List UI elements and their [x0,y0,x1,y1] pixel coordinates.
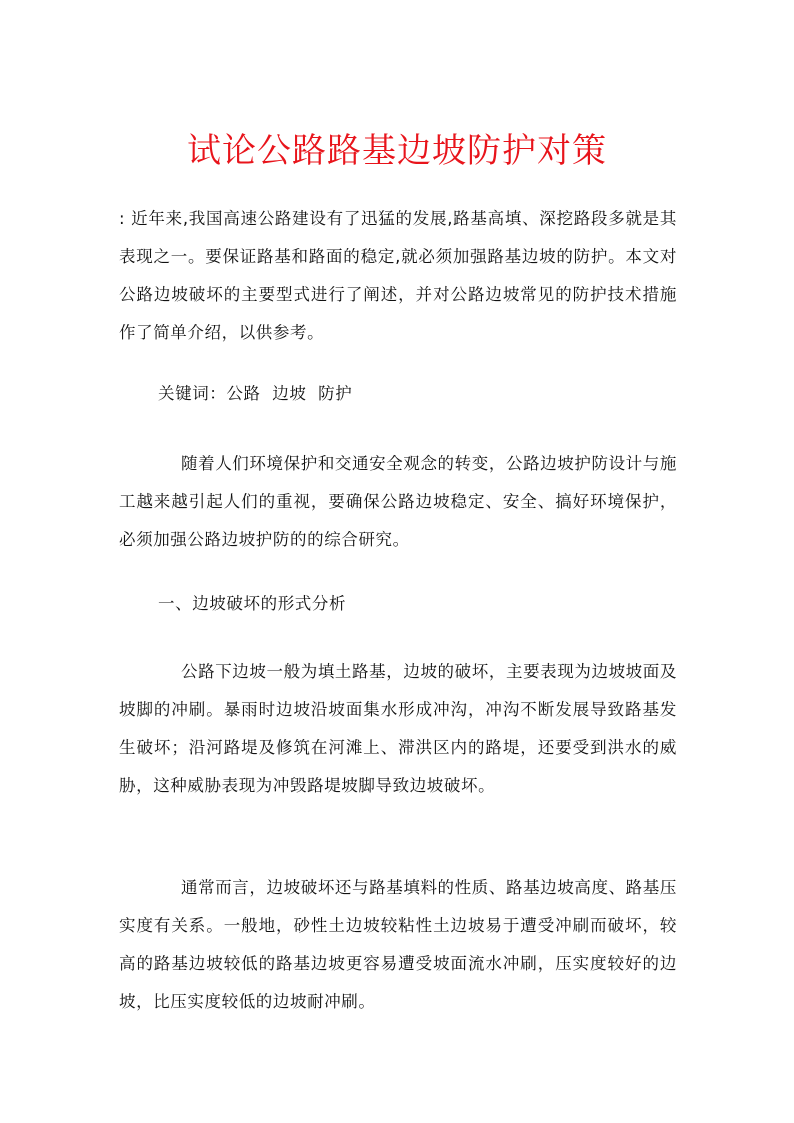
intro-paragraph: 随着人们环境保护和交通安全观念的转变，公路边坡护防设计与施工越来越引起人们的重视，要确保公路边坡稳定、安全、搞好环境保护，必须加强公路边坡护防的的综合研究。 [119,454,677,549]
section-heading: 一、边坡破坏的形式分析 [158,594,347,613]
abstract-paragraph: : 近年来,我国高速公路建设有了迅猛的发展,路基高填、深挖路段多就是其表现之一。要保证路基和路面的稳定,就必须加强路基边坡的防护。本文对公路边坡破坏的主要型式进行了阐述，并对公路边坡常见的防护技术措施作了简单介绍，以供参考。 [119,209,677,342]
document-title: 试论公路路基边坡防护对策 [187,131,607,171]
body-paragraph-slope-damage: 公路下边坡一般为填土路基，边坡的破坏，主要表现为边坡坡面及坡脚的冲刷。暴雨时边坡沿坡面集水形成冲沟，冲沟不断发展导致路基发生破坏；沿河路堤及修筑在河滩上、滞洪区内的路堤，还要受到洪水的威胁，这种威胁表现为冲毁路堤坡脚导致边坡破坏。 [119,662,677,795]
keywords-line: 关键词：公路 边坡 防护 [158,384,353,403]
body-paragraph-factors: 通常而言，边坡破坏还与路基填料的性质、路基边坡高度、路基压实度有关系。一般地，砂性土边坡较粘性土边坡易于遭受冲刷而破坏，较高的路基边坡较低的路基边坡更容易遭受坡面流水冲刷，压实度较好的边坡，比压实度较低的边坡耐冲刷。 [119,878,677,1011]
